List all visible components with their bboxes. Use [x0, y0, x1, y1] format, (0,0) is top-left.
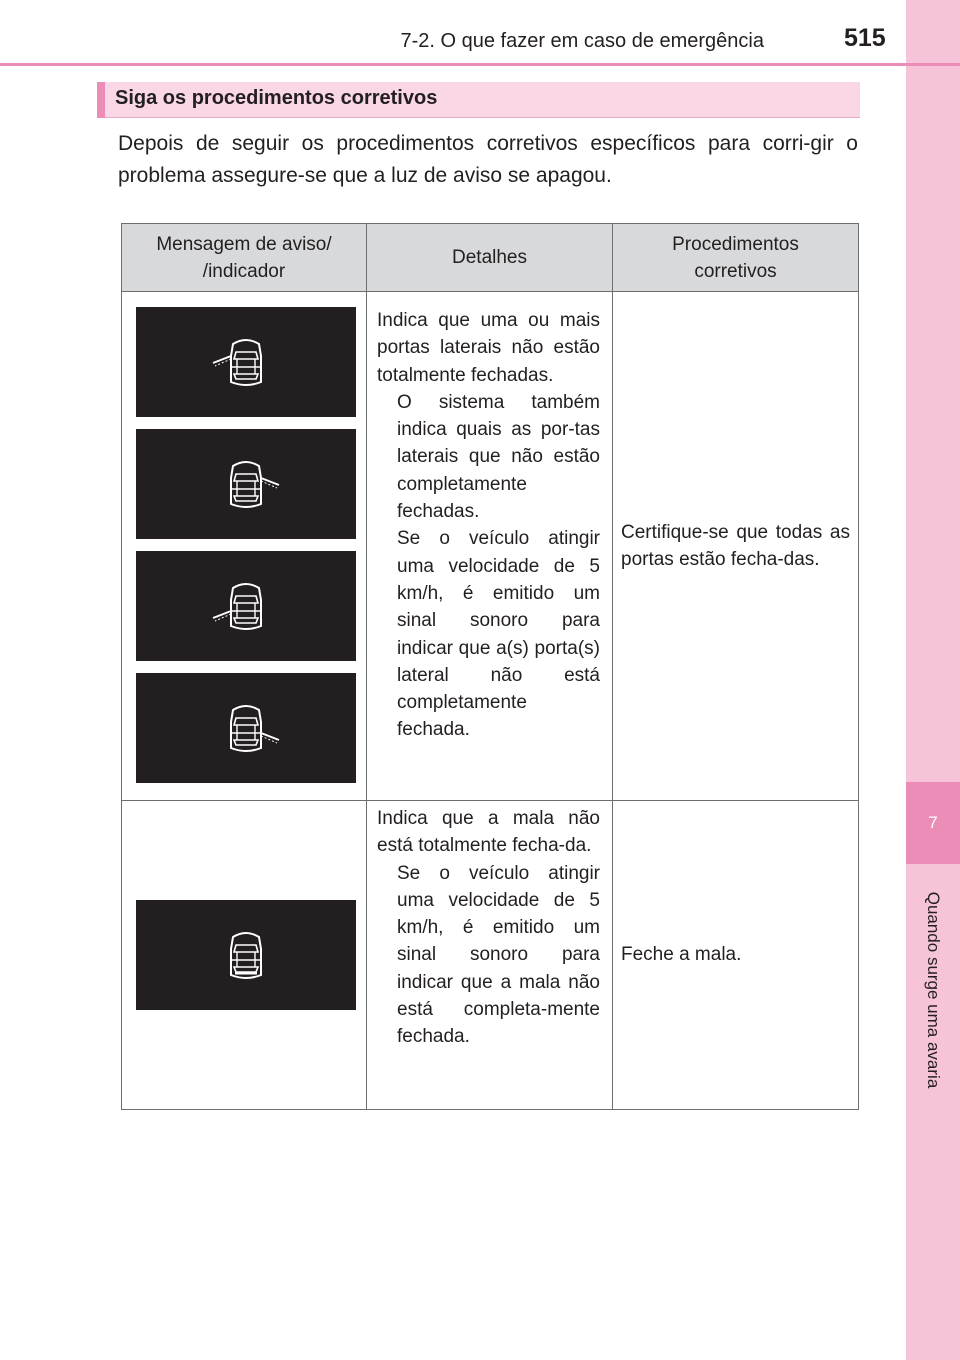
chapter-number-tab[interactable]: 7 [906, 782, 960, 864]
running-header: 7-2. O que fazer em caso de emergência [400, 30, 764, 52]
display-panel [136, 551, 356, 661]
col-header-message: Mensagem de aviso/ /indicador [122, 224, 367, 292]
procedure-text: Feche a mala. [621, 944, 742, 966]
table-header-row [122, 224, 859, 292]
warning-table [121, 223, 859, 1110]
page-number: 515 [844, 24, 886, 52]
section-title: Siga os procedimentos corretivos [115, 87, 438, 109]
trunk-open-icon [206, 920, 286, 990]
chapter-label: Quando surge uma avaria [924, 891, 943, 1089]
side-tab-strip [906, 0, 960, 1360]
door-open-rear-left-icon [206, 571, 286, 641]
detail-text: Se o veículo atingir uma velocidade de 5 km/h, é emitido um sinal sonoro para indicar que a mala não está completa-mente fechada. [397, 862, 600, 1048]
section-heading-bar [97, 82, 105, 118]
procedure-cell [613, 801, 859, 1110]
detail-text: O sistema também indica quais as por-tas laterais que não estão completamente fechadas. [397, 391, 600, 523]
procedure-cell [613, 292, 859, 801]
col-header-procedure: Procedimentos corretivos [613, 224, 859, 292]
door-open-front-right-icon [206, 449, 286, 519]
display-panel [136, 429, 356, 539]
intro-paragraph: Depois de seguir os procedimentos corretivos específicos para corri-gir o problema assegure-se que a luz de aviso se apagou. [118, 132, 858, 187]
table-row [122, 292, 859, 801]
col-header-details: Detalhes [367, 224, 613, 292]
detail-text: Indica que a mala não está totalmente fecha-da. [377, 808, 600, 857]
detail-text: Se o veículo atingir uma velocidade de 5 km/h, é emitido um sinal sonoro para indicar que a(s) porta(s) lateral não está completamente fechada. [397, 528, 600, 741]
display-panel [136, 307, 356, 417]
indicator-cell [122, 801, 367, 1110]
display-panel [136, 900, 356, 1010]
procedure-text: Certifique-se que todas as portas estão fecha-das. [621, 521, 850, 570]
table-row [122, 801, 859, 1110]
header-divider [0, 63, 960, 66]
section-heading [97, 82, 860, 118]
door-open-front-left-icon [206, 327, 286, 397]
details-cell [367, 801, 613, 1110]
indicator-cell [122, 292, 367, 801]
door-open-rear-right-icon [206, 693, 286, 763]
display-panel [136, 673, 356, 783]
details-cell [367, 292, 613, 801]
detail-text: Indica que uma ou mais portas laterais não estão totalmente fechadas. [377, 310, 600, 386]
